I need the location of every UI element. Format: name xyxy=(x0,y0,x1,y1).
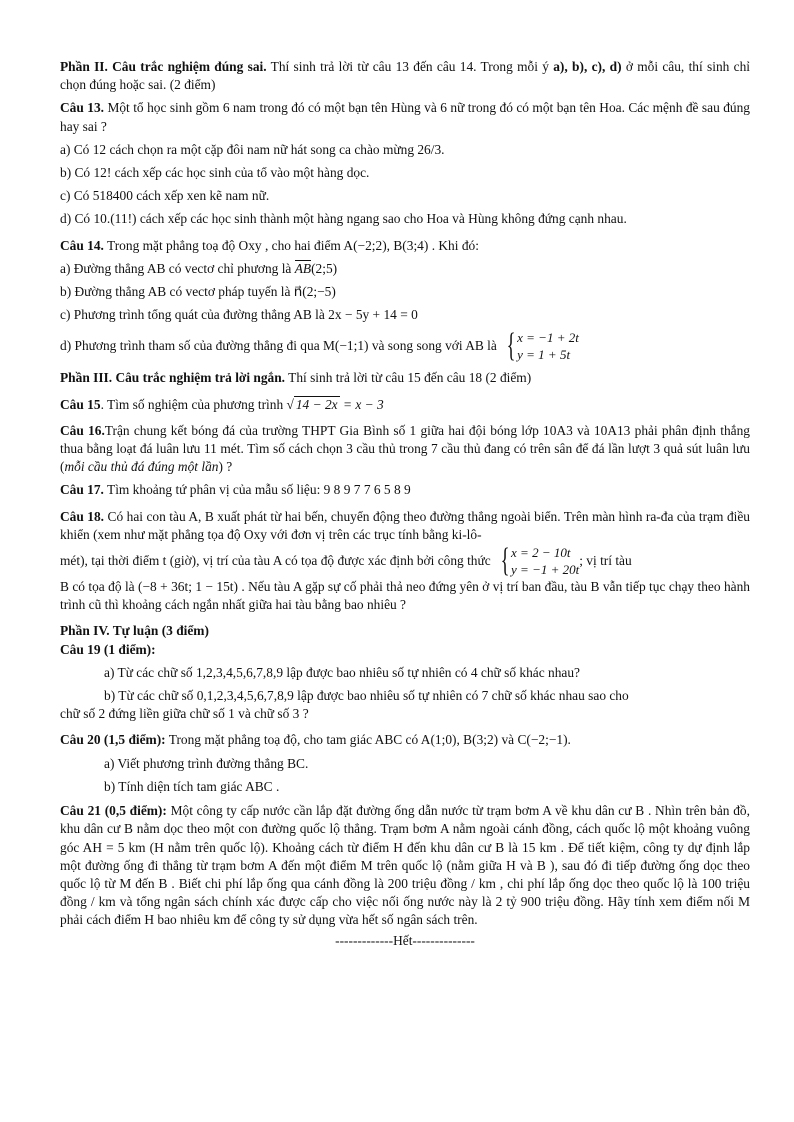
exam-page xyxy=(60,58,750,950)
q19-b2: chữ số 2 đứng liền giữa chữ số 1 và chữ số 3 ? xyxy=(60,706,309,722)
part2-opts: a), b), c), d) xyxy=(553,59,622,74)
brace-glyph: { xyxy=(506,327,516,365)
q13-text: Một tổ học sinh gồm 6 nam trong đó có một bạn tên Hùng và 6 nữ trong đó có một bạn tên Hoa. Các mệnh đề sau đúng hay sai ? xyxy=(60,100,750,134)
q16-end: ) ? xyxy=(218,459,233,475)
q20-label: Câu 20 (1,5 điểm): xyxy=(60,732,166,748)
part2-heading: Phần II. Câu trắc nghiệm đúng sai. xyxy=(60,59,267,74)
q14-b: b) Đường thẳng AB có vectơ pháp tuyến là n⃗(2;−5) xyxy=(60,284,336,300)
end-marker: -------------Hết-------------- xyxy=(335,932,475,948)
q14-d xyxy=(60,329,750,363)
q21 xyxy=(60,802,750,929)
q18-text3: ; vị trí tàu xyxy=(579,552,632,568)
q20-stem xyxy=(60,731,750,749)
q17-label: Câu 17. xyxy=(60,482,104,498)
q18-system xyxy=(497,544,580,578)
q14-a-post: (2;5) xyxy=(311,260,338,276)
q16-text: Trận chung kết bóng đá của trường THPT Gia Bình số 1 giữa hai đội bóng lớp 10A3 và 10A13 phải phân định thắng thua bằng loạt đá luân lưu 11 mét. Tìm số cách chọn 3 cầu thủ trong 7 cầu thủ đang có trên sân để đá lần lượt 3 quả sút luân lưu ( xyxy=(60,422,750,475)
q13-label: Câu 13. xyxy=(60,100,104,116)
q18-text1: Có hai con tàu A, B xuất phát từ hai bến, chuyển động theo đường thẳng ngoài biển. Trên màn hình ra-đa của trạm điều khiển (xem như mặt phẳng tọa độ Oxy với đơn vị trên các trục tính bằng ki-lô- xyxy=(60,508,751,542)
q18-text2: mét), tại thời điểm t (giờ), vị trí của tàu A có tọa độ được xác định bởi công thức xyxy=(60,552,491,568)
q14-a-vector: AB xyxy=(294,260,312,276)
q20-a: a) Viết phương trình đường thẳng BC. xyxy=(104,755,309,771)
part3-heading: Phần III. Câu trắc nghiệm trả lời ngắn. xyxy=(60,370,286,386)
q15-rhs: = x − 3 xyxy=(339,396,384,412)
q16-italic: mỗi cầu thủ đá đúng một lần xyxy=(64,459,219,475)
part2-text2: ở mỗi câu, thí sinh chỉ chọn đúng hoặc sai. (2 điểm) xyxy=(60,59,750,93)
q18-text4: B có tọa độ là (−8 + 36t; 1 − 15t) . Nếu tàu A gặp sự cố phải thả neo đứng yên ở vị trí ban đầu, tàu B vẫn tiếp tục chạy theo hành trình cũ thì khoảng cách ngắn nhất giữa hai tàu bằng bao nhiêu ? xyxy=(60,579,750,613)
q15 xyxy=(60,396,750,414)
q15-label: Câu 15 xyxy=(60,396,101,412)
q19-a: a) Từ các chữ số 1,2,3,4,5,6,7,8,9 lập được bao nhiêu số tự nhiên có 4 chữ số khác nhau? xyxy=(104,664,580,680)
q18-stem xyxy=(60,508,750,544)
part2-text1: Thí sinh trả lời từ câu 13 đến câu 14. Trong mỗi ý xyxy=(266,59,554,74)
q14-d-system xyxy=(503,329,579,363)
part3-intro xyxy=(60,369,750,387)
q14-a-pre: a) Đường thẳng AB có vectơ chỉ phương là xyxy=(60,260,295,276)
sqrt-expression: √ 14 − 2x xyxy=(286,396,338,412)
q18-eq1: x = 2 − 10t xyxy=(511,545,571,561)
q14-stem xyxy=(60,237,750,255)
q20-b: b) Tính diện tích tam giác ABC . xyxy=(104,778,280,794)
q21-text: Một công ty cấp nước cần lắp đặt đường ống dẫn nước từ trạm bơm A về khu dân cư B . Nhìn trên bản đồ, khu dân cư B nằm dọc theo một con đường quốc lộ thẳng. Trạm bơm A nằm ngoài cánh đồng, cách quốc lộ một khoảng vuông góc AH = 5 km (H nằm trên quốc lộ). Khoảng cách từ điểm H đến khu dân cư B là 15 km . Để tiết kiệm, công ty dự định lắp một đường ống đi thẳng từ trạm bơm A đến một điểm M trên quốc lộ (nằm giữa H và B ), sau đó đi tiếp đường ống dọc theo quốc lộ từ M đến B . Biết chi phí lắp ống qua cánh đồng là 200 triệu đồng / km , chi phí lắp ống dọc theo quốc lộ là 100 triệu đồng / km và tổng ngân sách chính xác được cấp cho việc nối ống nước này là 2 tỷ 900 triệu đồng. Hãy tính xem điểm nối M phải cách điểm H bao nhiêu km để công ty sử dụng vừa hết số ngân sách trên. xyxy=(60,803,750,928)
q15-radicand: 14 − 2x xyxy=(295,396,338,412)
q16-label: Câu 16. xyxy=(60,422,105,438)
q13-stem xyxy=(60,99,750,135)
part3-text: Thí sinh trả lời từ câu 15 đến câu 18 (2 điểm) xyxy=(285,370,532,386)
q13-a: a) Có 12 cách chọn ra một cặp đôi nam nữ hát song ca chào mừng 26/3. xyxy=(60,141,445,157)
part4-heading: Phần IV. Tự luận (3 điểm) xyxy=(60,623,209,639)
q15-text: . Tìm số nghiệm của phương trình xyxy=(100,396,287,412)
q18-eq2: y = −1 + 20t xyxy=(511,562,580,578)
q14-d-pre: d) Phương trình tham số của đường thẳng đi qua M(−1;1) và song song với AB là xyxy=(60,338,497,354)
q14-d-eq2: y = 1 + 5t xyxy=(517,347,571,363)
q14-text: Trong mặt phẳng toạ độ Oxy , cho hai điểm A(−2;2), B(3;4) . Khi đó: xyxy=(103,237,479,253)
q14-d-eq1: x = −1 + 2t xyxy=(517,330,579,346)
q13-c: c) Có 518400 cách xếp xen kẽ nam nữ. xyxy=(60,188,270,204)
q14-c: c) Phương trình tổng quát của đường thẳng AB là 2x − 5y + 14 = 0 xyxy=(60,307,418,323)
brace-glyph: { xyxy=(500,542,510,580)
q16 xyxy=(60,422,750,477)
q13-b: b) Có 12! cách xếp các học sinh của tổ vào một hàng dọc. xyxy=(60,165,370,181)
q14-a xyxy=(60,260,750,278)
q14-label: Câu 14. xyxy=(60,237,104,253)
q19-b: b) Từ các chữ số 0,1,2,3,4,5,6,7,8,9 lập được bao nhiêu số tự nhiên có 7 chữ số khác nhau sao cho xyxy=(104,688,629,704)
q17-text: Tìm khoảng tứ phân vị của mẫu số liệu: 9 8 9 7 7 6 5 8 9 xyxy=(103,482,411,498)
q17 xyxy=(60,481,750,499)
q19-label: Câu 19 (1 điểm): xyxy=(60,641,156,657)
q18-label: Câu 18. xyxy=(60,508,105,524)
q21-label: Câu 21 (0,5 điểm): xyxy=(60,803,167,819)
part2-intro xyxy=(60,58,750,94)
q18-formula-line xyxy=(60,544,750,578)
q13-d: d) Có 10.(11!) cách xếp các học sinh thành một hàng ngang sao cho Hoa và Hùng không đứng cạnh nhau. xyxy=(60,211,627,227)
q20-text: Trong mặt phẳng toạ độ, cho tam giác ABC có A(1;0), B(3;2) và C(−2;−1). xyxy=(165,732,571,748)
